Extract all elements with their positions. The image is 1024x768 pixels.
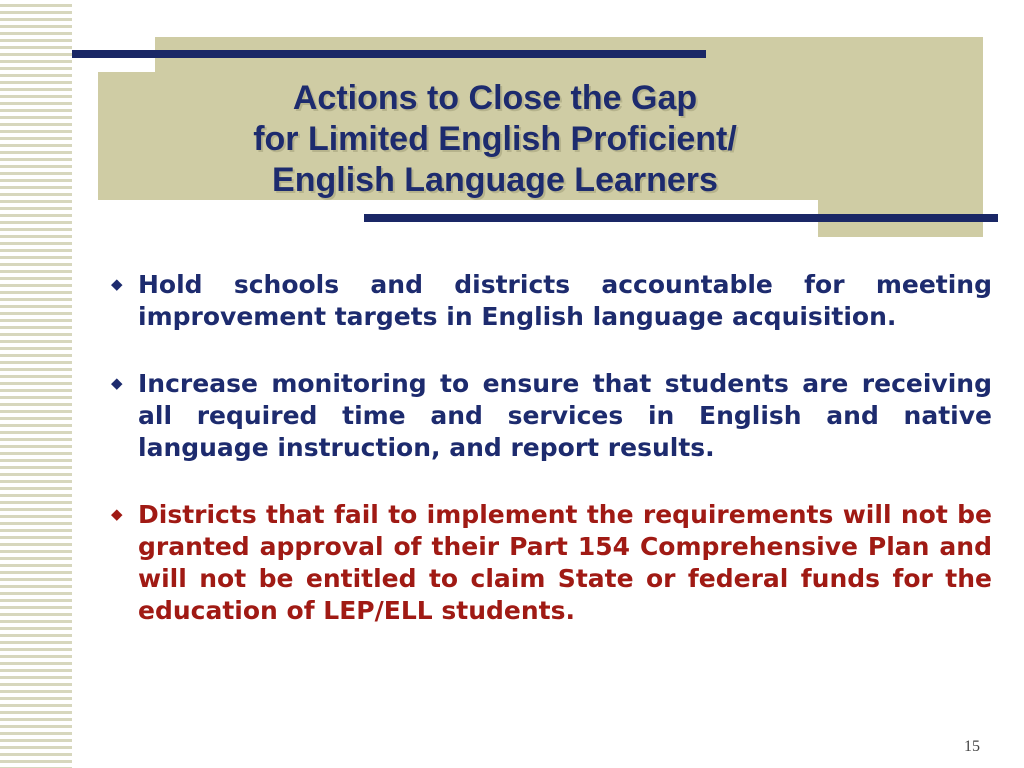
bullet-text: Districts that fail to implement the requirements will not be granted approval of their Part 154 Comprehensive Plan and will not be entitled to claim State or federal funds for the education of LEP/ELL students. [138,500,992,625]
bullet-item [104,269,992,333]
title-line-3: English Language Learners [272,161,718,199]
bullet-item [104,368,992,464]
slide-title [160,78,830,201]
top-accent-bar [72,50,706,58]
bullet-text: Increase monitoring to ensure that students are receiving all required time and services in English and native language instruction, and report results. [138,369,992,462]
page-number: 15 [964,738,980,755]
diamond-bullet-icon: ◆ [111,275,123,293]
diamond-bullet-icon: ◆ [111,505,123,523]
bullet-item [104,499,992,627]
striped-margin [0,0,72,768]
title-line-1: Actions to Close the Gap [292,79,698,117]
title-line-2: for Limited English Proficient/ [253,120,737,158]
bottom-accent-bar [364,214,998,222]
bullet-text: Hold schools and districts accountable for meeting improvement targets in English language acquisition. [138,270,992,331]
diamond-bullet-icon: ◆ [111,374,123,392]
bullet-list [104,269,992,662]
